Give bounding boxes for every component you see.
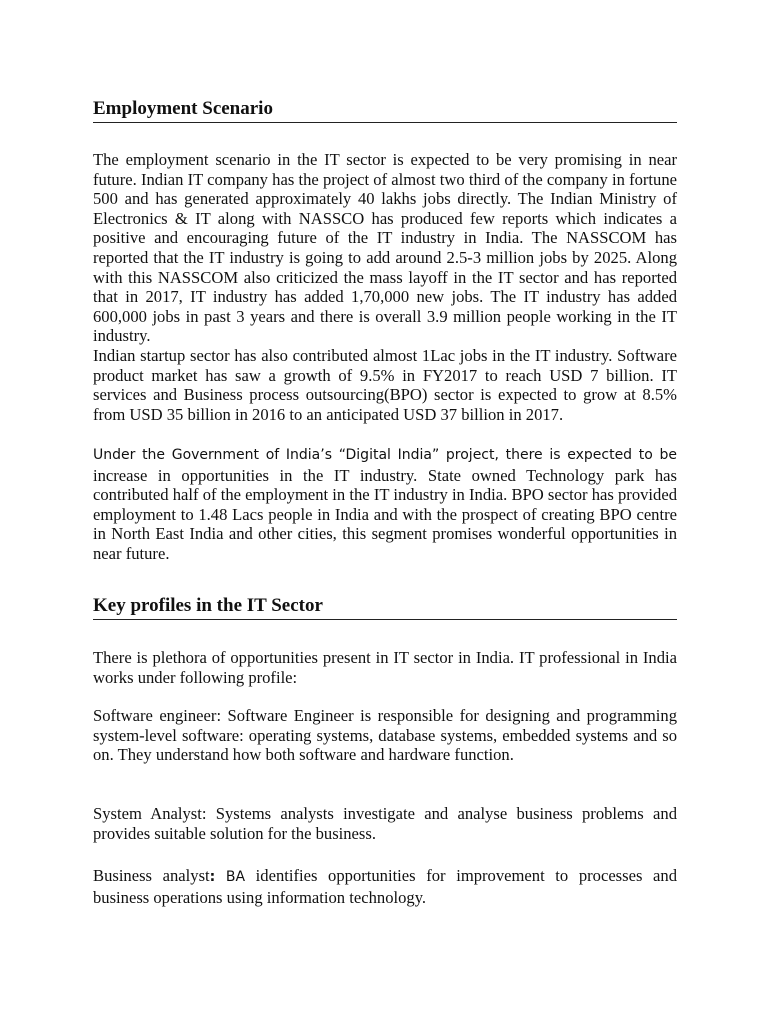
section-heading-employment: Employment Scenario bbox=[93, 97, 677, 123]
ba-description: identifies opportunities for improvement to processes and business operations using information technology. bbox=[93, 866, 677, 907]
paragraph-startup-sector: Indian startup sector has also contributed almost 1Lac jobs in the IT industry. Software product market has saw a growth of 9.5% in FY2017 to reach USD 7 billion. IT services and Business process outsourcing(BPO) sector is expected to grow at 8.5% from USD 35 billion in 2016 to an anticipated USD 37 billion in 2017. bbox=[93, 346, 677, 424]
paragraph-digital-india bbox=[93, 444, 677, 564]
digital-india-body: increase in opportunities in the IT industry. State owned Technology park has contributed half of the employment in the IT industry in India. BPO sector has provided employment to 1.48 Lacs people in India and with the prospect of creating BPO centre in North East India and other cities, this segment promises wonderful opportunities in near future. bbox=[93, 465, 677, 563]
section-heading-key-profiles: Key profiles in the IT Sector bbox=[93, 594, 677, 620]
paragraph-profiles-intro: There is plethora of opportunities present in IT sector in India. IT professional in India works under following profile: bbox=[93, 648, 677, 687]
digital-india-lead: Under the Government of India’s “Digital India” project, there is expected to be bbox=[93, 447, 677, 463]
ba-abbr: BA bbox=[225, 869, 246, 885]
profile-business-analyst bbox=[93, 866, 677, 907]
paragraph-employment-overview: The employment scenario in the IT sector is expected to be very promising in near future. Indian IT company has the project of almost two third of the company in fortune 500 and has generated approximately 40 lakhs jobs directly. The Indian Ministry of Electronics & IT along with NASSCO has produced few reports which indicates a positive and encouraging future of the IT industry in India. The NASSCOM has reported that the IT industry is going to add around 2.5-3 million jobs by 2025. Along with this NASSCOM also criticized the mass layoff in the IT sector and has reported that in 2017, IT industry has added 1,70,000 new jobs. The IT industry has added 600,000 jobs in past 3 years and there is overall 3.9 million people working in the IT industry. bbox=[93, 150, 677, 346]
profile-system-analyst: System Analyst: Systems analysts investigate and analyse business problems and provides suitable solution for the business. bbox=[93, 804, 677, 843]
ba-label: Business analyst bbox=[93, 866, 210, 885]
profile-software-engineer: Software engineer: Software Engineer is responsible for designing and programming system-level software: operating systems, database systems, embedded systems and so on. They understand how both software and hardware function. bbox=[93, 706, 677, 765]
ba-colon: : bbox=[209, 869, 216, 885]
